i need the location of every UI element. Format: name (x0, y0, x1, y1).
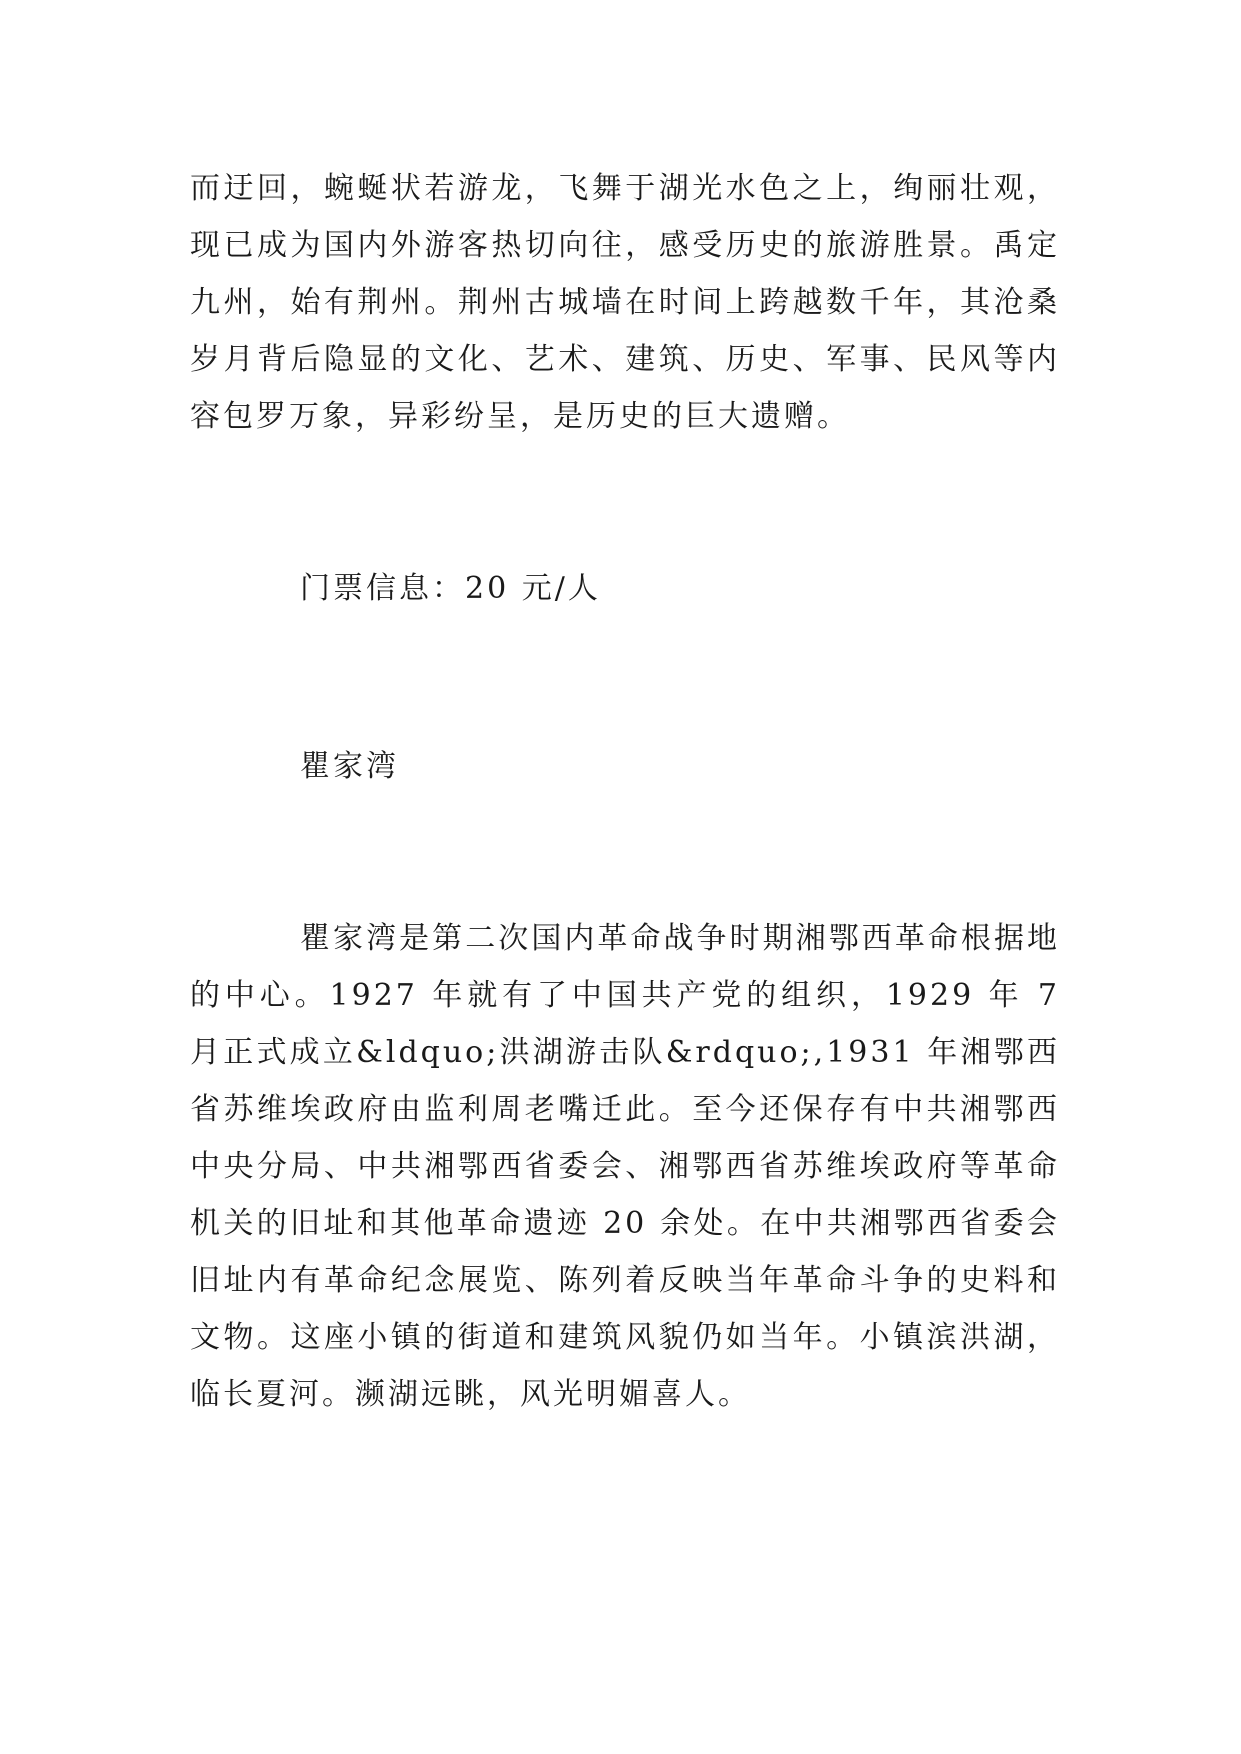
jingzhou-city-wall-paragraph: 而迂回，蜿蜒状若游龙，飞舞于湖光水色之上，绚丽壮观，现已成为国内外游客热切向往，感受历史的旅游胜景。禹定九州，始有荆州。荆州古城墙在时间上跨越数千年，其沧桑岁月背后隐显的文化、艺术、建筑、历史、军事、民风等内容包罗万象，异彩纷呈，是历史的巨大遗赠。 (190, 171, 1060, 434)
ticket-info: 门票信息：20 元/人 (300, 571, 601, 606)
qujiawan-paragraph: 瞿家湾是第二次国内革命战争时期湘鄂西革命根据地的中心。1927 年就有了中国共产党的组织，1929 年 7 月正式成立&ldquo;洪湖游击队&rdquo;,1931 年湘鄂西省苏维埃政府由监利周老嘴迁此。至今还保存有中共湘鄂西中央分局、中共湘鄂西省委会、湘鄂西省苏维埃政府等革命机关的旧址和其他革命遗迹 20 余处。在中共湘鄂西省委会旧址内有革命纪念展览、陈列着反映当年革命斗争的史料和文物。这座小镇的街道和建筑风貌仍如当年。小镇滨洪湖，临长夏河。濒湖远眺，风光明媚喜人。 (190, 921, 1060, 1412)
section-heading-qujiawan: 瞿家湾 (300, 749, 399, 784)
